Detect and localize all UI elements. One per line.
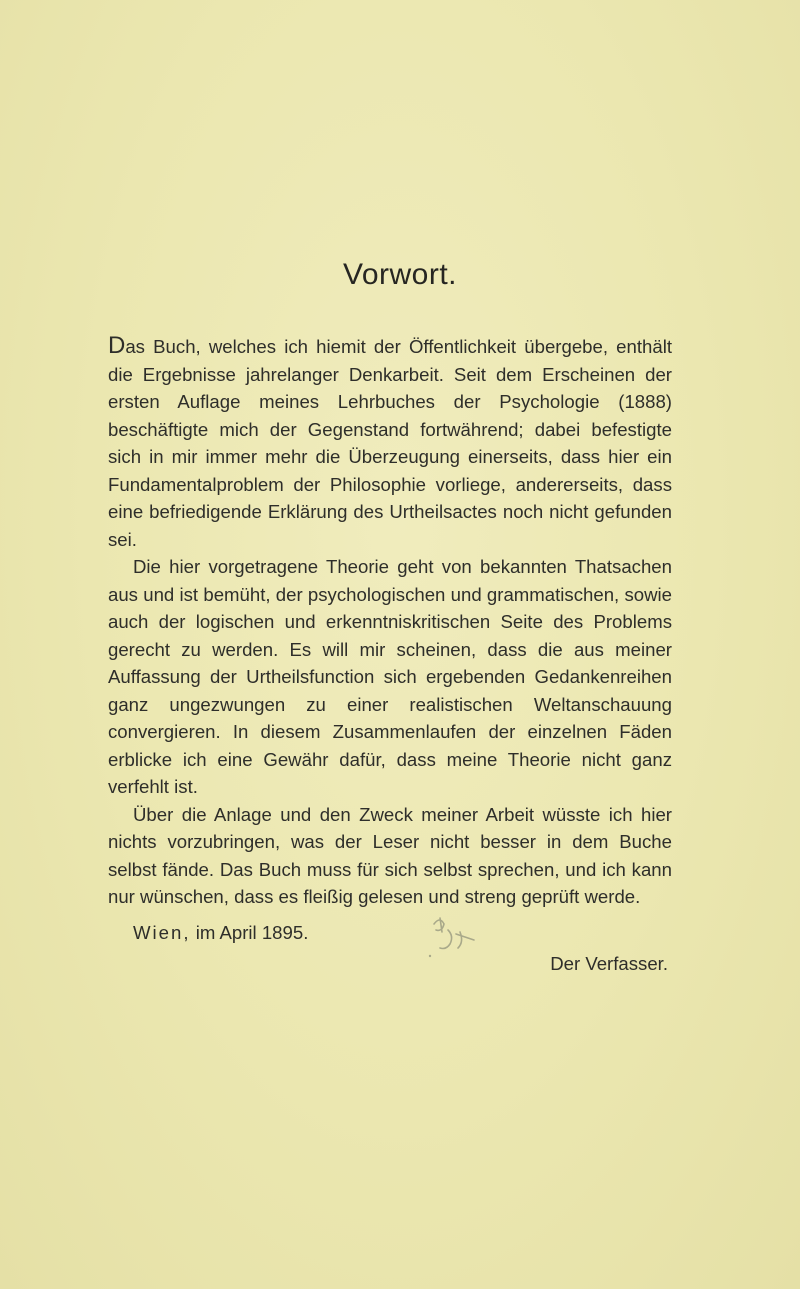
place-date-line [108,919,672,947]
library-stamp-mark [420,910,490,970]
date: im April 1895. [195,921,309,943]
initial-letter: D [108,332,126,359]
place: Wien, [133,921,191,943]
paragraph-2: Die hier vorgetragene Theorie geht von bekannten Thatsachen aus und ist bemüht, der psychologischen und grammatischen, sowie auch der logischen und erkenntniskritischen Seite des Problems gerecht zu werden. Es will mir scheinen, dass die aus meiner Auffassung der Urtheilsfunction sich ergebenden Gedankenreihen ganz ungezwungen zu einer realistischen Weltanschauung convergieren. In diesem Zusammenlaufen der einzelnen Fäden erblicke ich eine Gewähr dafür, dass meine Theorie nicht ganz verfehlt ist. [108,556,672,797]
paragraph-1-text: as Buch, welches ich hiemit der Öffentlichkeit übergebe, enthält die Ergebnisse jahrelanger Denkarbeit. Seit dem Erscheinen der ersten Auflage meines Lehrbuches der Psychologie (1888) beschäftigte mich der Gegenstand fortwährend; dabei befestigte sich in mir immer mehr die Überzeugung einerseits, dass hier ein Fundamentalproblem der Philosophie vorliege, andererseits, dass eine befriedigende Erklärung des Urtheilsactes noch nicht gefunden sei. [108,336,672,550]
paragraph-1 [108,333,672,553]
paragraph-3: Über die Anlage und den Zweck meiner Arbeit wüsste ich hier nichts vorzubringen, was der Leser nicht besser in dem Buche selbst fände. Das Buch muss für sich selbst sprechen, und ich kann nur wünschen, dass es fleißig gelesen und streng geprüft werde. [108,803,672,907]
preface-body [108,333,672,978]
page-title: Vorwort. [342,258,458,291]
signature: Der Verfasser. [550,953,668,974]
